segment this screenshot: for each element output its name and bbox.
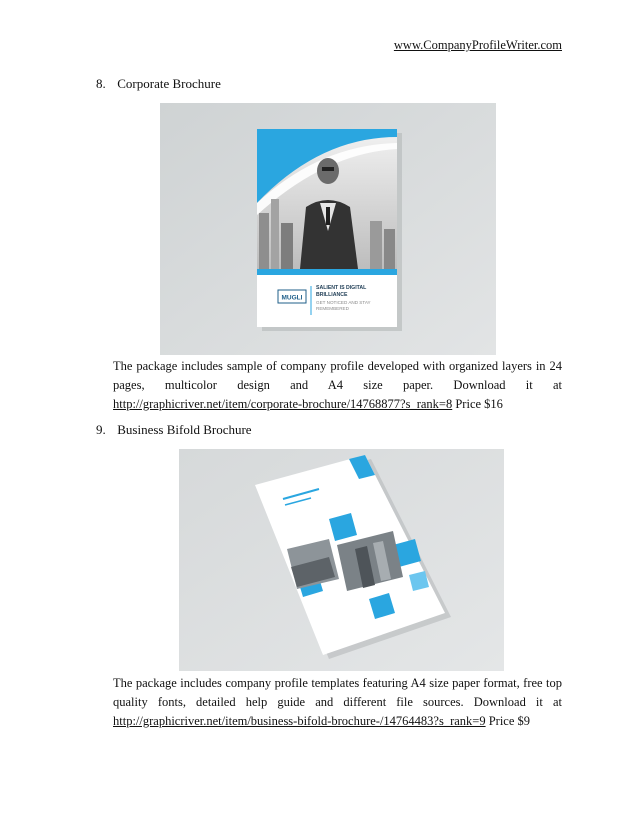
section-heading-business-bifold-brochure (96, 422, 252, 438)
description-business-bifold-brochure (113, 674, 562, 731)
price-text: Price $9 (485, 714, 531, 728)
description-text: The package includes company profile templates featuring A4 size paper format, free top quality fonts, detailed help guide and different file sources. Download it at (113, 676, 562, 709)
download-link-corporate-brochure[interactable]: http://graphicriver.net/item/corporate-brochure/14768877?s_rank=8 (113, 397, 453, 411)
business-bifold-brochure-image (179, 449, 504, 671)
description-corporate-brochure (113, 357, 562, 414)
description-text: The package includes sample of company profile developed with organized layers in 24 pages, multicolor design and A4 size paper. Download it at (113, 359, 562, 392)
bifold-brochure-illustration (179, 449, 504, 671)
brochure-headline-1: SALIENT IS DIGITAL (316, 285, 367, 291)
section-title: Business Bifold Brochure (117, 422, 252, 437)
brochure-logo-text: MUGLI (281, 294, 303, 302)
section-number: 9. (96, 422, 106, 437)
section-number: 8. (96, 76, 106, 91)
corporate-brochure-illustration (160, 103, 496, 355)
section-title: Corporate Brochure (117, 76, 221, 91)
price-text: Price $16 (452, 397, 503, 411)
section-heading-corporate-brochure (96, 76, 221, 92)
header-site-link[interactable]: www.CompanyProfileWriter.com (393, 38, 562, 52)
download-link-business-bifold-brochure[interactable]: http://graphicriver.net/item/business-bifold-brochure-/14764483?s_rank=9 (113, 714, 486, 728)
brochure-sub-2: REMEMBERED (316, 306, 349, 311)
brochure-headline-2: BRILLIANCE (316, 292, 348, 298)
corporate-brochure-image (160, 103, 496, 355)
brochure-sub-1: GET NOTICED AND STAY (316, 300, 371, 305)
